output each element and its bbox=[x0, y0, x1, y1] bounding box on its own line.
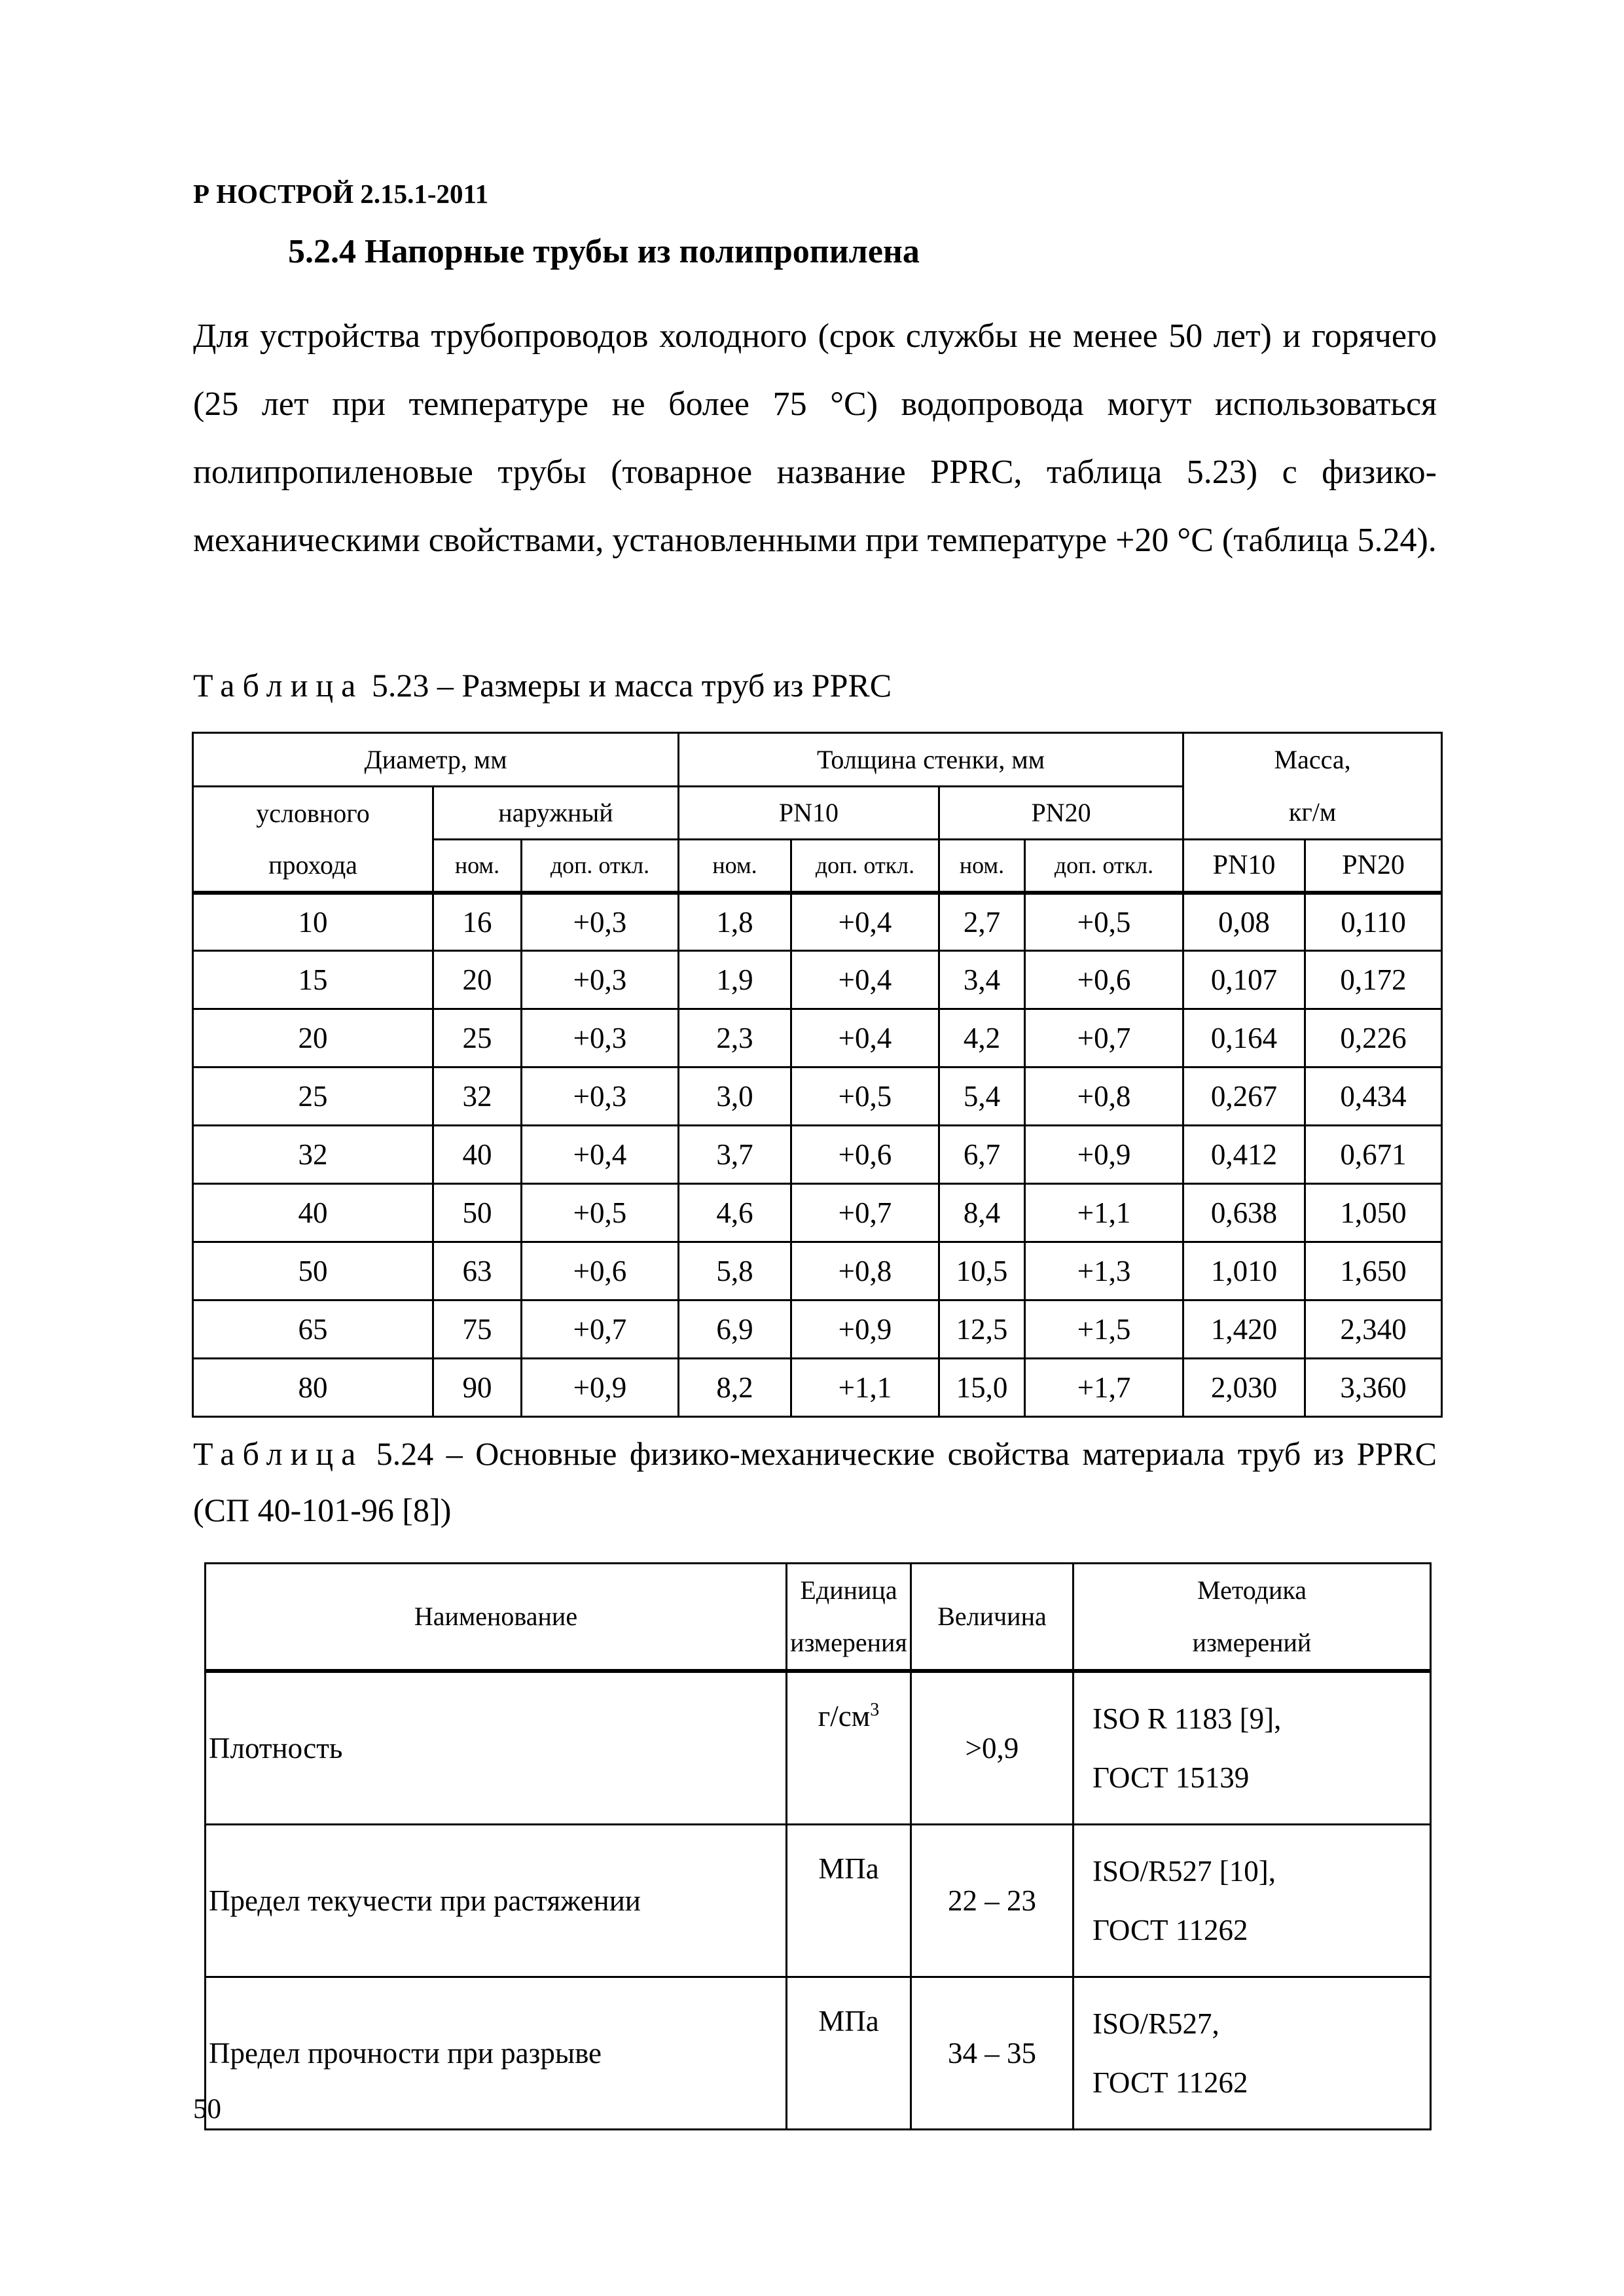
table-cell: 65 bbox=[193, 1300, 433, 1359]
table-5-23-caption bbox=[193, 666, 892, 704]
table-row bbox=[206, 1977, 1431, 2130]
table-cell: 50 bbox=[193, 1242, 433, 1300]
header-outer: наружный bbox=[433, 786, 679, 840]
table-cell: 10,5 bbox=[939, 1242, 1025, 1300]
header-pn10-nom: ном. bbox=[679, 840, 791, 893]
table-cell: 32 bbox=[193, 1126, 433, 1184]
header-method-line1: Методика bbox=[1197, 1575, 1307, 1605]
table-row bbox=[206, 1825, 1431, 1977]
table-cell: +0,3 bbox=[522, 1009, 679, 1067]
header-nominal-1: условного bbox=[193, 786, 433, 840]
property-value: 22 – 23 bbox=[911, 1825, 1074, 1977]
table-cell: +0,7 bbox=[1025, 1009, 1183, 1067]
table-cell: +0,9 bbox=[1025, 1126, 1183, 1184]
document-code: Р НОСТРОЙ 2.15.1-2011 bbox=[193, 179, 489, 209]
table-cell: 1,9 bbox=[679, 951, 791, 1009]
table-cell: 5,8 bbox=[679, 1242, 791, 1300]
table-row bbox=[193, 1242, 1442, 1300]
caption-word: Таблица bbox=[193, 1435, 364, 1472]
table-cell: +0,8 bbox=[1025, 1067, 1183, 1126]
table-cell: 1,420 bbox=[1183, 1300, 1305, 1359]
header-wall-pn20: PN20 bbox=[939, 786, 1183, 840]
table-cell: +0,9 bbox=[791, 1300, 939, 1359]
page-number: 50 bbox=[193, 2094, 221, 2125]
method-line1: ISO R 1183 [9], bbox=[1092, 1702, 1282, 1735]
table-cell: 0,226 bbox=[1305, 1009, 1442, 1067]
table-cell: +1,1 bbox=[1025, 1184, 1183, 1242]
table-row bbox=[193, 1067, 1442, 1126]
header-wall-pn10: PN10 bbox=[679, 786, 939, 840]
property-name: Плотность bbox=[206, 1671, 787, 1825]
header-outer-tol: доп. откл. bbox=[522, 840, 679, 893]
table-cell: +0,4 bbox=[791, 893, 939, 951]
table-cell: +1,7 bbox=[1025, 1359, 1183, 1417]
property-name: Предел прочности при разрыве bbox=[206, 1977, 787, 2130]
table-cell: 2,7 bbox=[939, 893, 1025, 951]
table-cell: 75 bbox=[433, 1300, 522, 1359]
table-row bbox=[193, 1009, 1442, 1067]
table-cell: 15 bbox=[193, 951, 433, 1009]
table-cell: 4,2 bbox=[939, 1009, 1025, 1067]
table-cell: +0,4 bbox=[791, 951, 939, 1009]
table-cell: 3,0 bbox=[679, 1067, 791, 1126]
table-cell: 20 bbox=[193, 1009, 433, 1067]
table-cell: 40 bbox=[433, 1126, 522, 1184]
table-row bbox=[193, 1184, 1442, 1242]
caption-word: Таблица bbox=[193, 667, 364, 704]
header-value: Величина bbox=[911, 1564, 1074, 1672]
unit-superscript: 3 bbox=[870, 1700, 880, 1720]
table-cell: 40 bbox=[193, 1184, 433, 1242]
table-cell: +0,6 bbox=[791, 1126, 939, 1184]
table-cell: 15,0 bbox=[939, 1359, 1025, 1417]
table-cell: 25 bbox=[193, 1067, 433, 1126]
method-line1: ISO/R527, bbox=[1092, 2007, 1219, 2040]
table-cell: 2,3 bbox=[679, 1009, 791, 1067]
table-cell: +1,1 bbox=[791, 1359, 939, 1417]
method-line1: ISO/R527 [10], bbox=[1092, 1855, 1276, 1888]
header-mass-pn10: PN10 bbox=[1183, 840, 1305, 893]
header-unit-line1: Единица bbox=[800, 1575, 897, 1605]
unit-text: г/см bbox=[818, 1700, 871, 1732]
table-cell: 6,7 bbox=[939, 1126, 1025, 1184]
unit-text: МПа bbox=[818, 1852, 879, 1885]
table-cell: 1,050 bbox=[1305, 1184, 1442, 1242]
table-cell: 6,9 bbox=[679, 1300, 791, 1359]
table-cell: 50 bbox=[433, 1184, 522, 1242]
table-cell: 2,030 bbox=[1183, 1359, 1305, 1417]
table-cell: 8,2 bbox=[679, 1359, 791, 1417]
header-method bbox=[1074, 1564, 1431, 1672]
table-row bbox=[193, 1359, 1442, 1417]
method-line2: ГОСТ 11262 bbox=[1092, 1914, 1248, 1946]
header-method-line2: измерений bbox=[1192, 1628, 1312, 1657]
table-cell: 0,434 bbox=[1305, 1067, 1442, 1126]
table-cell: 1,8 bbox=[679, 893, 791, 951]
table-cell: +0,6 bbox=[1025, 951, 1183, 1009]
caption-text: 5.24 – Основные физико-механические свойства материала труб из PPRC (СП 40-101-96 [8]) bbox=[193, 1435, 1437, 1528]
table-cell: +0,8 bbox=[791, 1242, 939, 1300]
table-cell: +0,5 bbox=[1025, 893, 1183, 951]
table-cell: +0,4 bbox=[791, 1009, 939, 1067]
table-5-24-caption bbox=[193, 1426, 1437, 1538]
table-row bbox=[193, 951, 1442, 1009]
table-cell: 0,107 bbox=[1183, 951, 1305, 1009]
table-cell: +0,3 bbox=[522, 893, 679, 951]
table-cell: 5,4 bbox=[939, 1067, 1025, 1126]
table-cell: 90 bbox=[433, 1359, 522, 1417]
table-cell: 10 bbox=[193, 893, 433, 951]
table-cell: 8,4 bbox=[939, 1184, 1025, 1242]
table-cell: 25 bbox=[433, 1009, 522, 1067]
header-mass-pn20: PN20 bbox=[1305, 840, 1442, 893]
caption-text: 5.23 – Размеры и масса труб из PPRC bbox=[371, 667, 892, 704]
property-method bbox=[1074, 1825, 1431, 1977]
property-name: Предел текучести при растяжении bbox=[206, 1825, 787, 1977]
table-cell: 0,172 bbox=[1305, 951, 1442, 1009]
method-line2: ГОСТ 11262 bbox=[1092, 2066, 1248, 2099]
table-cell: 0,638 bbox=[1183, 1184, 1305, 1242]
header-pn20-tol: доп. откл. bbox=[1025, 840, 1183, 893]
header-mass-line1: Масса, bbox=[1274, 745, 1351, 774]
unit-text: МПа bbox=[818, 2005, 879, 2037]
table-cell: 0,671 bbox=[1305, 1126, 1442, 1184]
table-cell: +0,5 bbox=[791, 1067, 939, 1126]
header-unit-line2: измерения bbox=[790, 1628, 907, 1657]
table-cell: +0,5 bbox=[522, 1184, 679, 1242]
header-pn20-nom: ном. bbox=[939, 840, 1025, 893]
header-name: Наименование bbox=[206, 1564, 787, 1672]
table-cell: +0,3 bbox=[522, 1067, 679, 1126]
table-cell: 63 bbox=[433, 1242, 522, 1300]
table-cell: +0,7 bbox=[522, 1300, 679, 1359]
header-mass bbox=[1183, 733, 1442, 840]
pipe-dimensions-table bbox=[192, 732, 1443, 1418]
property-unit bbox=[787, 1825, 911, 1977]
table-cell: 4,6 bbox=[679, 1184, 791, 1242]
table-cell: +0,6 bbox=[522, 1242, 679, 1300]
table-cell: +0,4 bbox=[522, 1126, 679, 1184]
table-cell: 12,5 bbox=[939, 1300, 1025, 1359]
header-pn10-tol: доп. откл. bbox=[791, 840, 939, 893]
table-row bbox=[206, 1671, 1431, 1825]
table-cell: 1,650 bbox=[1305, 1242, 1442, 1300]
property-method bbox=[1074, 1977, 1431, 2130]
property-value: 34 – 35 bbox=[911, 1977, 1074, 2130]
table-cell: 32 bbox=[433, 1067, 522, 1126]
table-cell: 80 bbox=[193, 1359, 433, 1417]
property-method bbox=[1074, 1671, 1431, 1825]
method-line2: ГОСТ 15139 bbox=[1092, 1761, 1250, 1794]
table-cell: 3,360 bbox=[1305, 1359, 1442, 1417]
table-cell: 0,267 bbox=[1183, 1067, 1305, 1126]
table-cell: 1,010 bbox=[1183, 1242, 1305, 1300]
table-cell: 3,4 bbox=[939, 951, 1025, 1009]
header-unit bbox=[787, 1564, 911, 1672]
table-cell: 3,7 bbox=[679, 1126, 791, 1184]
table-cell: +1,5 bbox=[1025, 1300, 1183, 1359]
table-cell: 16 bbox=[433, 893, 522, 951]
table-cell: 0,110 bbox=[1305, 893, 1442, 951]
table-cell: +0,9 bbox=[522, 1359, 679, 1417]
property-unit bbox=[787, 1977, 911, 2130]
table-row bbox=[193, 1300, 1442, 1359]
property-value: >0,9 bbox=[911, 1671, 1074, 1825]
property-unit bbox=[787, 1671, 911, 1825]
table-cell: 0,08 bbox=[1183, 893, 1305, 951]
table-cell: +1,3 bbox=[1025, 1242, 1183, 1300]
table-cell: 0,412 bbox=[1183, 1126, 1305, 1184]
section-heading: 5.2.4 Напорные трубы из полипропилена bbox=[288, 233, 920, 270]
header-diameter: Диаметр, мм bbox=[193, 733, 679, 787]
header-wall-thickness: Толщина стенки, мм bbox=[679, 733, 1183, 787]
table-cell: +0,7 bbox=[791, 1184, 939, 1242]
header-outer-nom: ном. bbox=[433, 840, 522, 893]
table-cell: 2,340 bbox=[1305, 1300, 1442, 1359]
header-nominal-2: прохода bbox=[193, 840, 433, 893]
header-mass-line2: кг/м bbox=[1288, 797, 1337, 827]
table-cell: 20 bbox=[433, 951, 522, 1009]
body-paragraph: Для устройства трубопроводов холодного (срок службы не менее 50 лет) и горячего (25 лет при температуре не более 75 °С) водопровода могут использоваться полипропиленовые трубы (товарное название PPRC, таблица 5.23) с физико-механическими свойствами, установленными при температуре +20 °С (таблица 5.24). bbox=[193, 317, 1437, 559]
material-properties-table bbox=[204, 1562, 1432, 2130]
table-row bbox=[193, 1126, 1442, 1184]
table-cell: 0,164 bbox=[1183, 1009, 1305, 1067]
table-cell: +0,3 bbox=[522, 951, 679, 1009]
table-row bbox=[193, 893, 1442, 951]
